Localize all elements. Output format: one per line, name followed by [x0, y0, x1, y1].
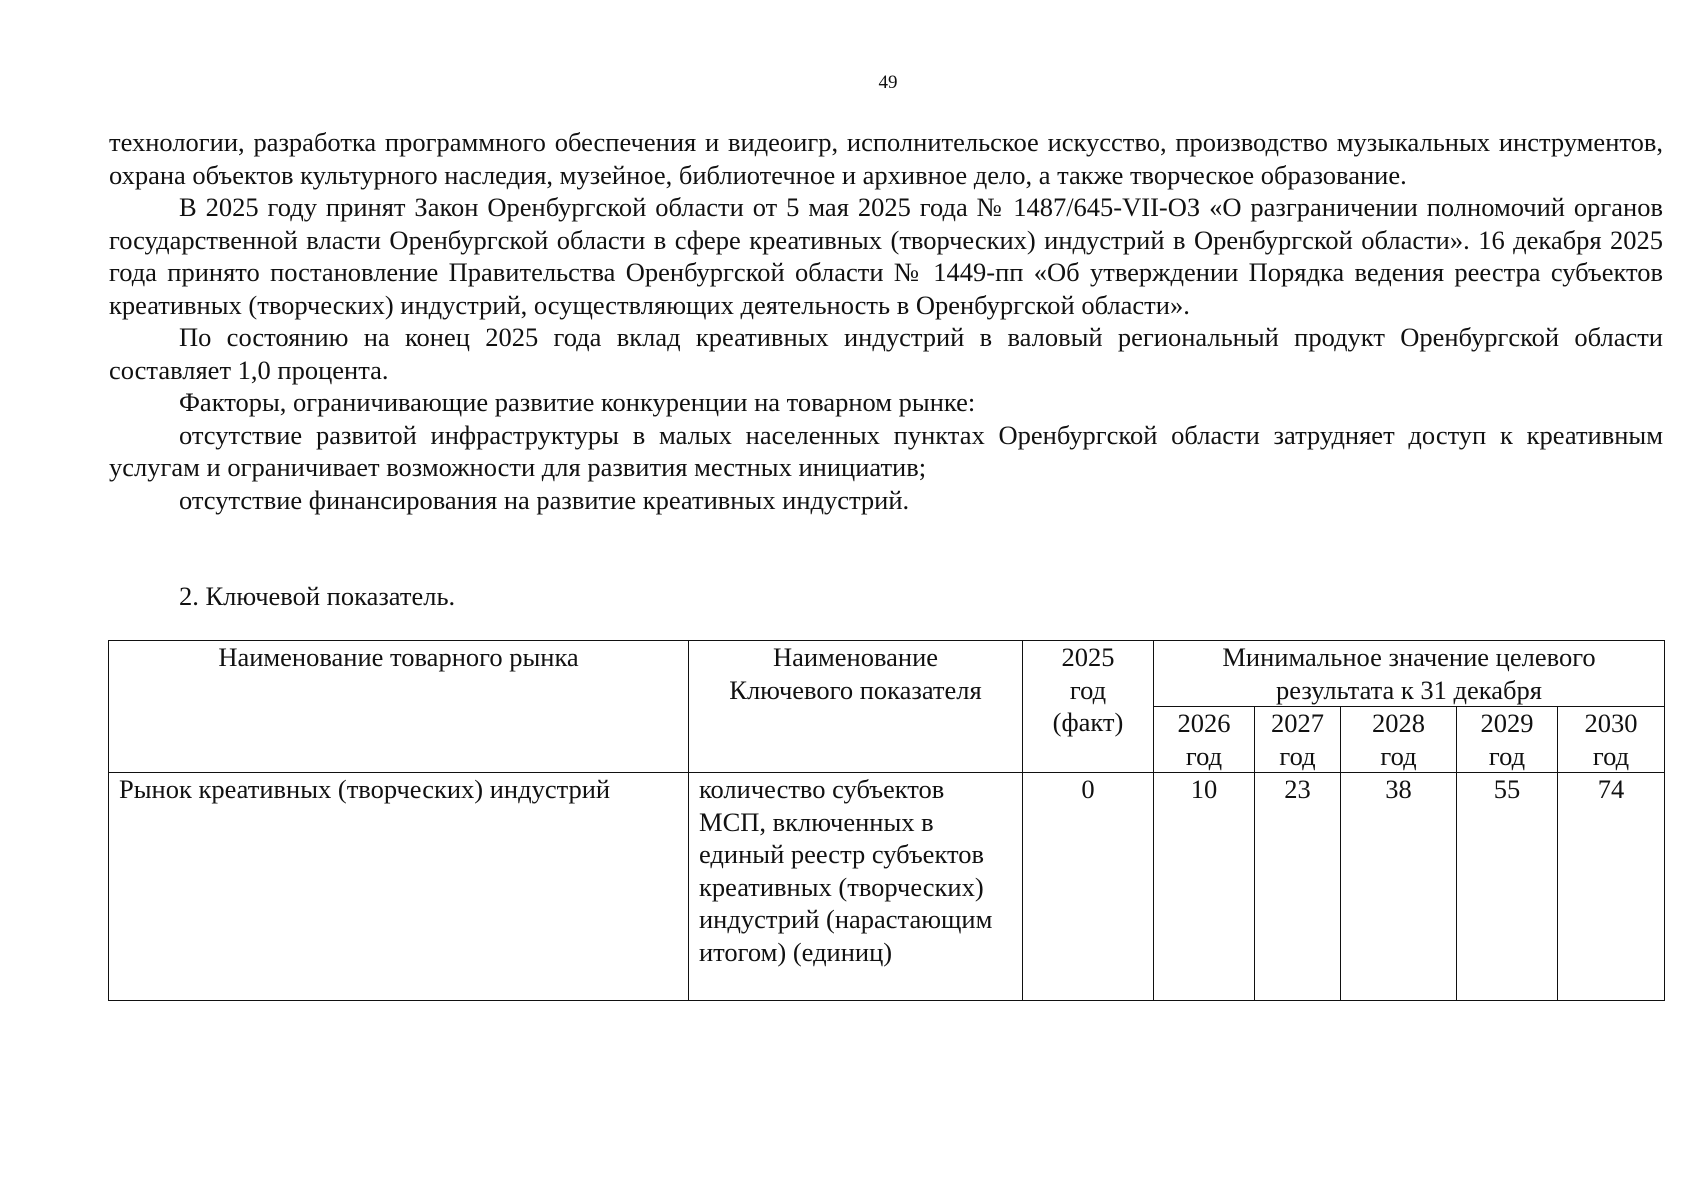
cell-target-2026: 10: [1154, 773, 1255, 1001]
cell-indicator: количество субъектов МСП, включенных в единый реестр субъектов креативных (творческих) индустрий (нарастающим итогом) (единиц): [689, 773, 1023, 1001]
header-fact-2025: [1023, 641, 1154, 773]
page-number: 49: [878, 72, 898, 93]
header-market: Наименование товарного рынка: [109, 641, 689, 773]
year-label: 2029: [1480, 708, 1534, 738]
header-fact-line2: год: [1069, 674, 1107, 705]
cell-target-2027: 23: [1255, 773, 1341, 1001]
header-indicator-line2: Ключевого показателя: [729, 674, 982, 705]
table-row: [109, 773, 1665, 1001]
paragraph-law: В 2025 году принят Закон Оренбургской области от 5 мая 2025 года № 1487/645-VII-ОЗ «О разграничении полномочий органов государственной власти Оренбургской области в сфере креативных (творческих) индустрий в Оренбургской области». 16 декабря 2025 года принято постановление Правительства Оренбургской области № 1449-пп «Об утверждении Порядка ведения реестра субъектов креативных (творческих) индустрий, осуществляющих деятельность в Оренбургской области».: [109, 192, 1663, 320]
cell-target-2028: 38: [1341, 773, 1457, 1001]
header-year-2030: [1558, 707, 1665, 773]
header-year-2026: [1154, 707, 1255, 773]
year-unit: год: [1380, 740, 1417, 771]
year-label: 2028: [1372, 708, 1425, 738]
year-unit: год: [1185, 740, 1223, 771]
header-year-2028: [1341, 707, 1457, 773]
header-year-2027: [1255, 707, 1341, 773]
paragraph-factor-1: отсутствие развитой инфраструктуры в малых населенных пунктах Оренбургской области затрудняет доступ к креативным услугам и ограничивает возможности для развития местных инициатив;: [109, 419, 1663, 482]
cell-target-2030: 74: [1558, 773, 1665, 1001]
header-target-group: Минимальное значение целевого результата к 31 декабря: [1154, 641, 1665, 707]
header-indicator: [689, 641, 1023, 773]
cell-target-2029: 55: [1457, 773, 1558, 1001]
year-unit: год: [1592, 740, 1630, 771]
year-label: 2030: [1584, 708, 1638, 738]
year-unit: год: [1279, 740, 1316, 771]
paragraph-factors-title: Факторы, ограничивающие развитие конкуренции на товарном рынке:: [179, 387, 976, 417]
table-header-row: [109, 641, 1665, 707]
paragraph-continuation: технологии, разработка программного обеспечения и видеоигр, исполнительское искусство, производство музыкальных инструментов, охрана объектов культурного наследия, музейное, библиотечное и архивное дело, а также творческое образование.: [109, 127, 1663, 190]
header-indicator-line1: Наименование: [772, 642, 939, 672]
header-fact-line1: 2025: [1061, 642, 1115, 672]
paragraph-factor-2: отсутствие финансирования на развитие креативных индустрий.: [179, 484, 910, 515]
cell-fact-2025: 0: [1023, 773, 1154, 1001]
key-indicator-table: [108, 640, 1665, 1001]
header-fact-line3: (факт): [1052, 707, 1124, 737]
year-label: 2026: [1177, 708, 1231, 738]
section-title: 2. Ключевой показатель.: [179, 581, 456, 611]
paragraph-grp-share: По состоянию на конец 2025 года вклад креативных индустрий в валовый региональный продукт Оренбургской области составляет 1,0 процента.: [109, 322, 1663, 385]
header-year-2029: [1457, 707, 1558, 773]
cell-market: Рынок креативных (творческих) индустрий: [109, 773, 689, 1001]
year-label: 2027: [1271, 708, 1324, 738]
year-unit: год: [1488, 740, 1526, 771]
body-text: [109, 126, 1663, 516]
